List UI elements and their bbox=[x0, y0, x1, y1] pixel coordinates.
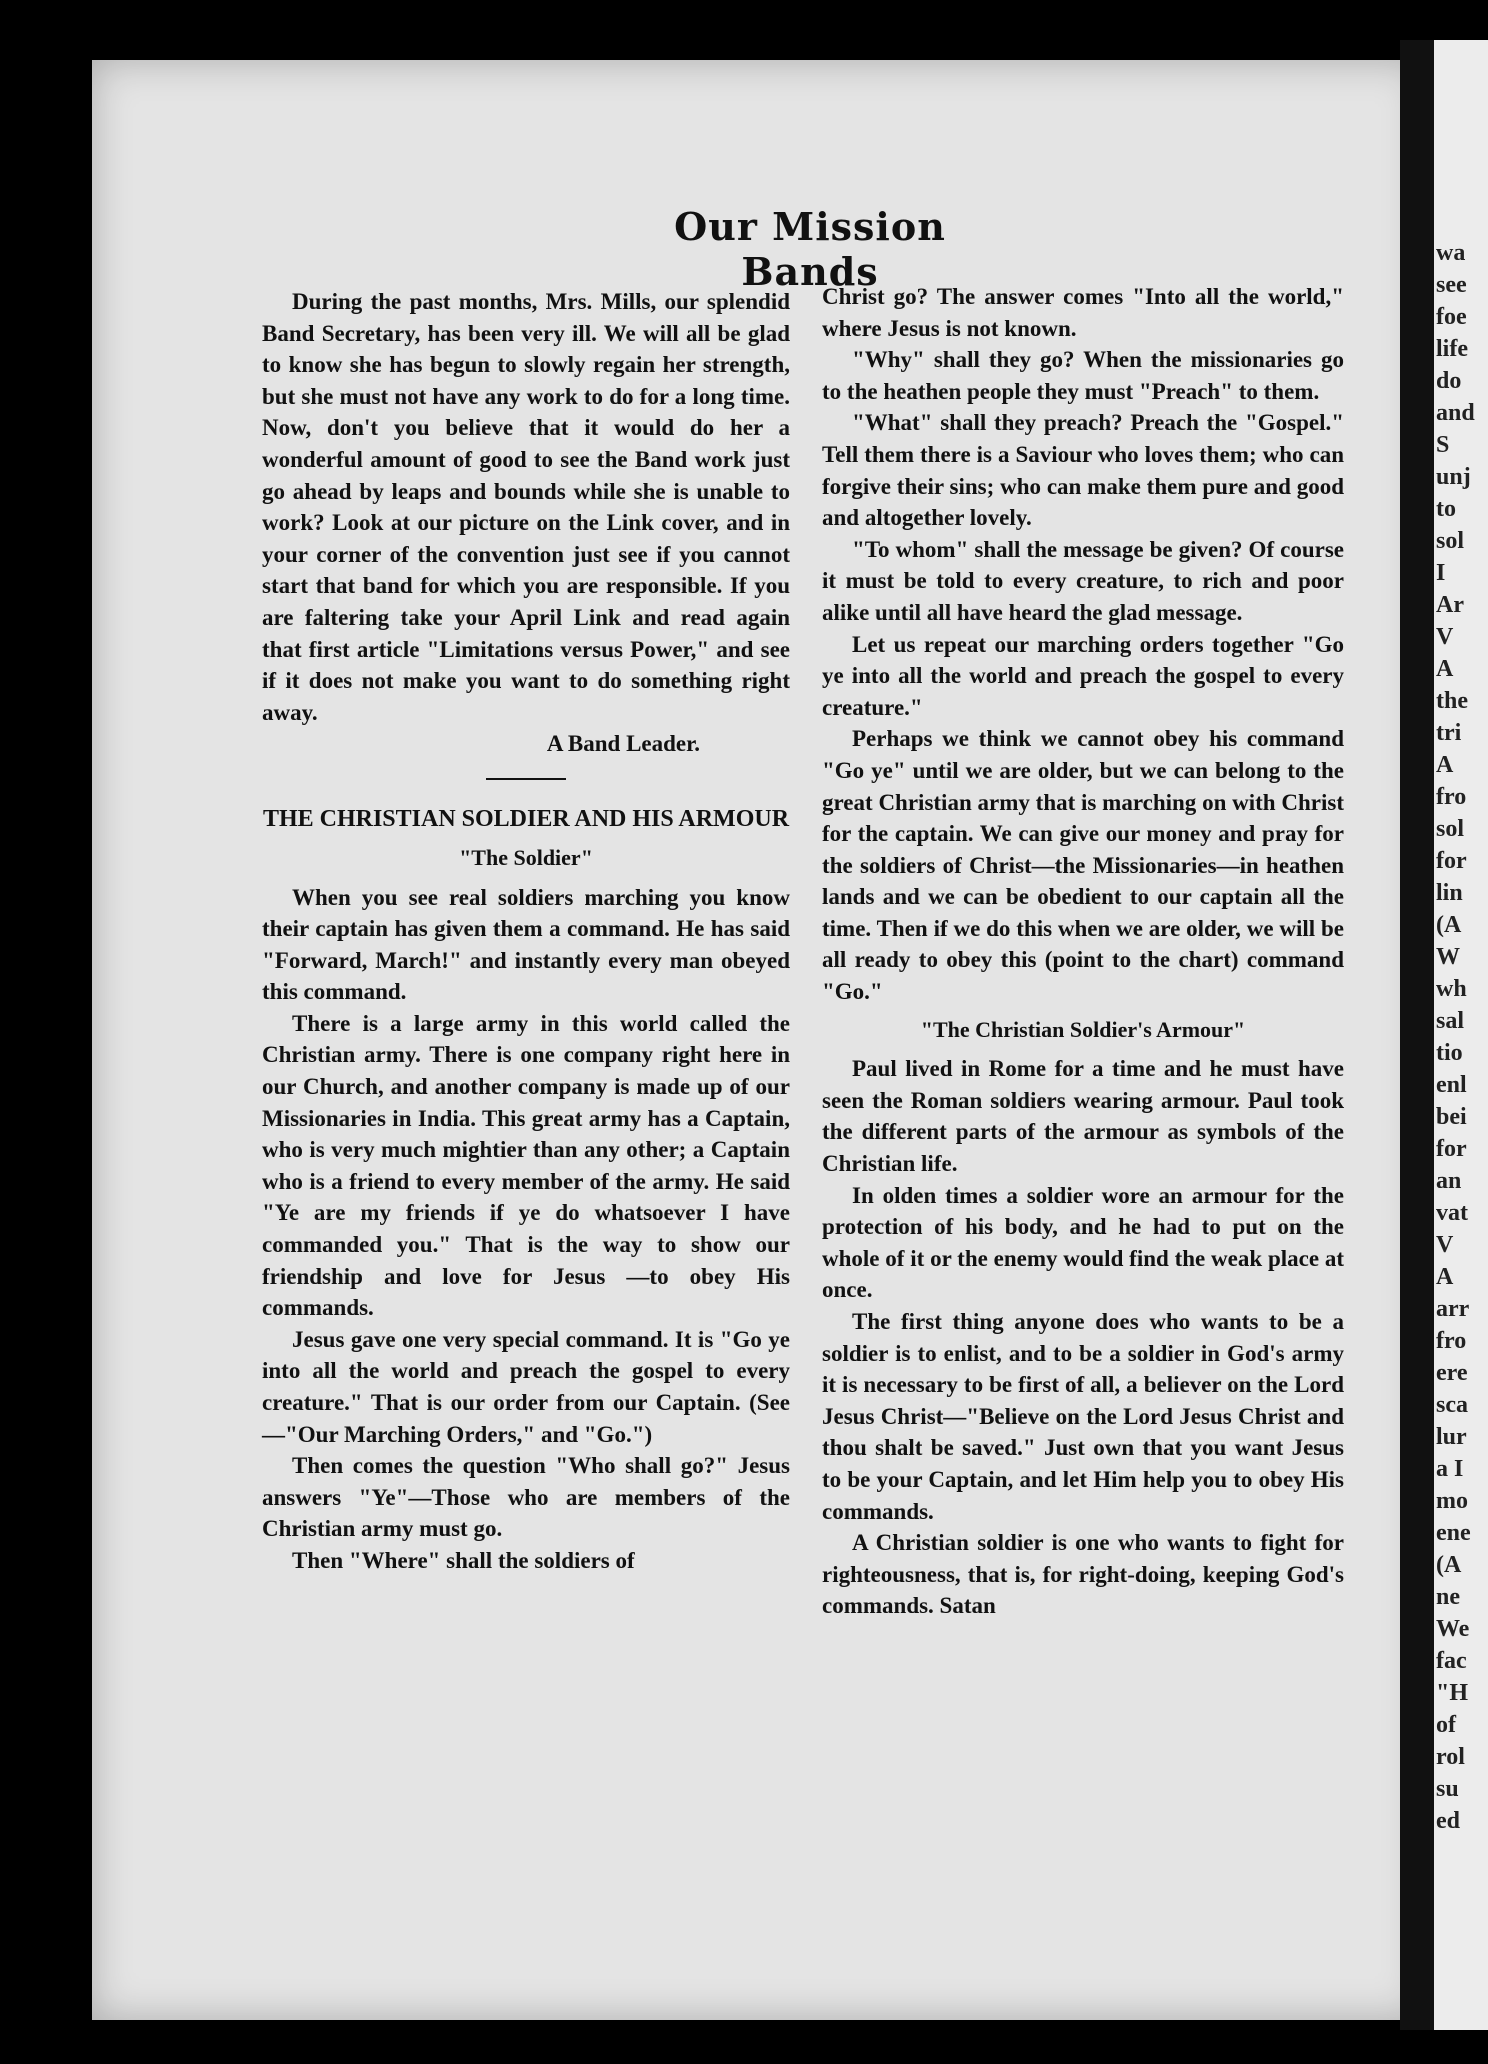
fragment-line: I bbox=[1436, 560, 1446, 586]
fragment-line: su bbox=[1436, 1776, 1459, 1802]
fragment-line: lin bbox=[1436, 880, 1463, 906]
fragment-line: for bbox=[1436, 848, 1467, 874]
fragment-line: arr bbox=[1436, 1296, 1470, 1322]
article-paragraph: When you see real soldiers marching you know their captain has given them a command. He has said "Forward, March!" and instantly every man obeyed this command. bbox=[262, 884, 790, 1005]
fragment-line: a I bbox=[1436, 1456, 1464, 1482]
fragment-line: unj bbox=[1436, 464, 1471, 490]
fragment-line: to bbox=[1436, 496, 1456, 522]
article-paragraph: "What" shall they preach? Preach the "Gospel." Tell them there is a Saviour who loves them; who can forgive their sins; who can make them pure and good and altogether lovely. bbox=[822, 410, 1344, 531]
fragment-line: (A bbox=[1436, 1552, 1462, 1578]
fragment-line: an bbox=[1436, 1168, 1462, 1194]
fragment-line: W bbox=[1436, 944, 1460, 970]
fragment-line: the bbox=[1436, 688, 1468, 714]
fragment-line: tri bbox=[1436, 720, 1462, 746]
fragment-line: fac bbox=[1436, 1648, 1467, 1674]
section-divider bbox=[486, 778, 566, 780]
fragment-line: enl bbox=[1436, 1072, 1467, 1098]
article-paragraph: Christ go? The answer comes "Into all the world," where Jesus is not known. bbox=[822, 284, 1344, 341]
band-secretary-paragraph: During the past months, Mrs. Mills, our splendid Band Secretary, has been very ill. We will all be glad to know she has begun to slowly regain her strength, but she must not have any work to do for a long time. Now, don't you believe that it would do her a wonderful amount of good to see the Band work just go ahead by leaps and bounds while she is unable to work? Look at our picture on the Link cover, and in your corner of the convention just see if you cannot start that band for which you are responsible. If you are faltering take your April Link and read again that first article "Limitations versus Power," and see if it does not make you want to do something right away. bbox=[262, 289, 790, 725]
fragment-line: and bbox=[1436, 400, 1475, 426]
fragment-line: of bbox=[1436, 1712, 1456, 1738]
fragment-line: do bbox=[1436, 368, 1462, 394]
signature: A Band Leader. bbox=[546, 731, 700, 757]
fragment-line: see bbox=[1436, 272, 1467, 298]
fragment-line: (A bbox=[1436, 912, 1462, 938]
article-paragraph: Jesus gave one very special command. It is "Go ye into all the world and preach the gospel to every creature." That is our order from our Captain. (See—"Our Marching Orders," and "Go.") bbox=[262, 1326, 790, 1447]
fragment-line: V bbox=[1436, 624, 1454, 650]
fragment-line: A bbox=[1436, 1264, 1454, 1290]
article-paragraph: There is a large army in this world called the Christian army. There is one company right here in our Church, and another company is made up of our Missionaries in India. This great army has a Captain, who is very much mightier than any other; a Captain who is a friend to every member of the army. He said "Ye are my friends if ye do whatsoever I have commanded you." That is the way to show our friendship and love for Jesus —to obey His commands. bbox=[262, 1010, 790, 1321]
article-paragraph: Then "Where" shall the soldiers of bbox=[292, 1547, 635, 1573]
fragment-line: sol bbox=[1436, 816, 1465, 842]
fragment-line: wh bbox=[1436, 976, 1467, 1002]
article-paragraph: In olden times a soldier wore an armour for the protection of his body, and he had to put on the whole of it or the enemy would find the weak place at once. bbox=[822, 1182, 1344, 1303]
fragment-line: Ar bbox=[1436, 592, 1464, 618]
fragment-line: ene bbox=[1436, 1520, 1471, 1546]
book-gutter bbox=[1400, 40, 1434, 2030]
article-paragraph: "To whom" shall the message be given? Of course it must be told to every creature, to rich and poor alike until all have heard the glad message. bbox=[822, 536, 1344, 625]
column-right bbox=[822, 281, 1344, 1622]
column-left-top bbox=[262, 286, 790, 1577]
fragment-line: ne bbox=[1436, 1584, 1460, 1610]
page-heading: Our Mission Bands bbox=[674, 204, 946, 294]
fragment-line: sal bbox=[1436, 1008, 1465, 1034]
fragment-line: ed bbox=[1436, 1808, 1460, 1834]
fragment-line: S bbox=[1436, 432, 1450, 458]
adjacent-page-fragment bbox=[1434, 40, 1488, 2030]
fragment-line: sca bbox=[1436, 1392, 1468, 1418]
fragment-line: A bbox=[1436, 656, 1454, 682]
fragment-line: A bbox=[1436, 752, 1454, 778]
fragment-line: mo bbox=[1436, 1488, 1468, 1514]
fragment-line: fro bbox=[1436, 1328, 1467, 1354]
fragment-line: foe bbox=[1436, 304, 1467, 330]
fragment-line: lur bbox=[1436, 1424, 1467, 1450]
fragment-line: "H bbox=[1436, 1680, 1468, 1706]
fragment-line: rol bbox=[1436, 1744, 1465, 1770]
article-paragraph: "Why" shall they go? When the missionaries go to the heathen people they must "Preach" to them. bbox=[822, 347, 1344, 404]
fragment-line: V bbox=[1436, 1232, 1454, 1258]
subheading-soldier: "The Soldier" bbox=[459, 844, 593, 870]
fragment-line: life bbox=[1436, 336, 1468, 362]
subheading-armour: "The Christian Soldier's Armour" bbox=[920, 1016, 1246, 1042]
article-paragraph: Then comes the question "Who shall go?" Jesus answers "Ye"—Those who are members of the Christian army must go. bbox=[262, 1453, 790, 1542]
article-paragraph: Paul lived in Rome for a time and he must have seen the Roman soldiers wearing armour. Paul took the different parts of the armour as symbols of the Christian life. bbox=[822, 1056, 1344, 1177]
fragment-line: bei bbox=[1436, 1104, 1467, 1130]
article-paragraph: Let us repeat our marching orders together "Go ye into all the world and preach the gospel to every creature." bbox=[822, 631, 1344, 720]
article-paragraph: Perhaps we think we cannot obey his command "Go ye" until we are older, but we can belong to the great Christian army that is marching on with Christ for the captain. We can give our money and pray for the soldiers of Christ—the Missionaries—in heathen lands and we can be obedient to our captain all the time. Then if we do this when we are older, we will be all ready to obey this (point to the chart) command "Go." bbox=[822, 726, 1344, 1005]
article-paragraph: A Christian soldier is one who wants to fight for righteousness, that is, for right-doing, keeping God's commands. Satan bbox=[822, 1530, 1344, 1619]
fragment-line: sol bbox=[1436, 528, 1465, 554]
fragment-line: fro bbox=[1436, 784, 1467, 810]
fragment-line: ere bbox=[1436, 1360, 1468, 1386]
fragment-line: vat bbox=[1436, 1200, 1468, 1226]
fragment-line: tio bbox=[1436, 1040, 1463, 1066]
article-title: THE CHRISTIAN SOLDIER AND HIS ARMOUR bbox=[262, 805, 790, 832]
fragment-line: wa bbox=[1436, 240, 1466, 266]
fragment-line: for bbox=[1436, 1136, 1467, 1162]
fragment-line: We bbox=[1436, 1616, 1470, 1642]
article-paragraph: The first thing anyone does who wants to be a soldier is to enlist, and to be a soldier in God's army it is necessary to be first of all, a believer on the Lord Jesus Christ—"Believe on the Lord Jesus Christ and thou shalt be saved." Just own that you want Jesus to be your Captain, and let Him help you to obey His commands. bbox=[822, 1309, 1344, 1524]
